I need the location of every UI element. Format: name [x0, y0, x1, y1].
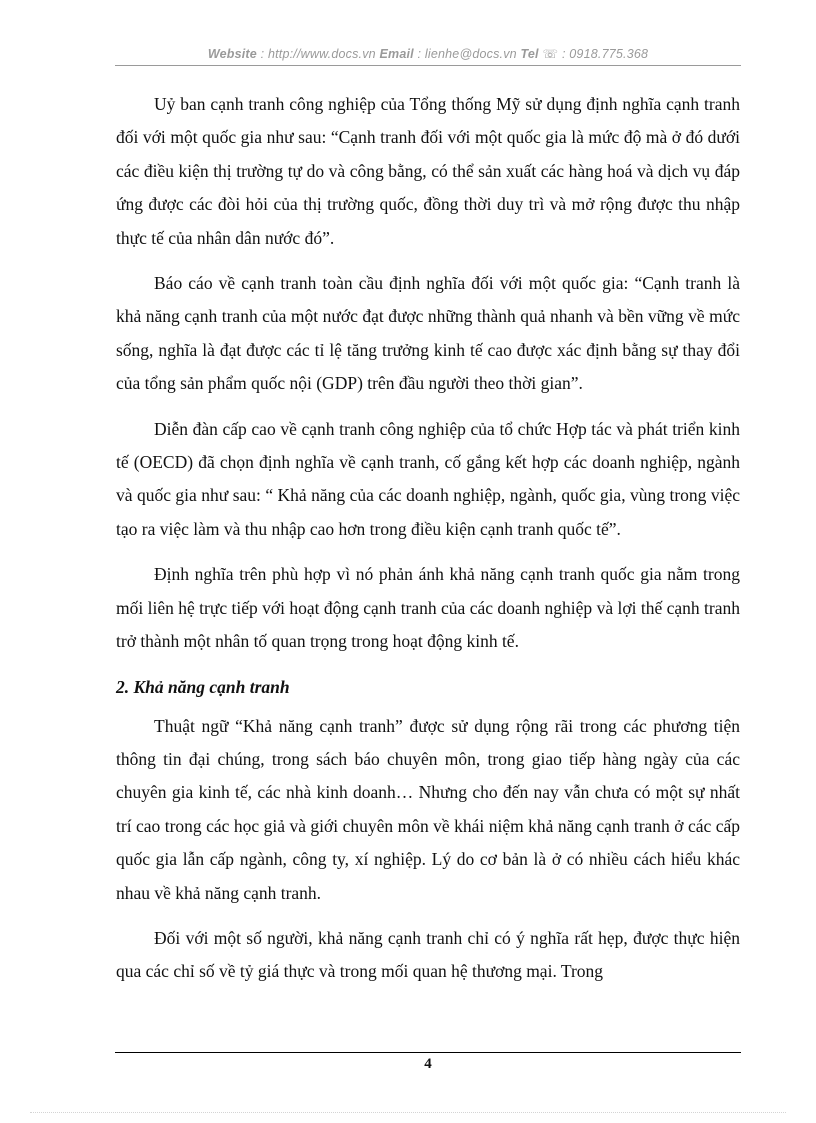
website-label: Website	[207, 47, 257, 61]
paragraph-4: Định nghĩa trên phù hợp vì nó phản ánh khả năng cạnh tranh quốc gia nằm trong mối liên hệ trực tiếp với hoạt động cạnh tranh của các doanh nghiệp và lợi thế cạnh tranh trở thành một nhân tố quan trọng trong hoạt động kinh tế.	[116, 564, 740, 652]
paragraph-6: Đối với một số người, khả năng cạnh tranh chỉ có ý nghĩa rất hẹp, được thực hiện qua các chỉ số về tỷ giá thực và trong mối quan hệ thương mại. Trong	[116, 927, 740, 982]
page-header	[115, 46, 741, 61]
footer-divider	[115, 1052, 741, 1053]
page-bottom-border	[30, 1112, 786, 1113]
paragraph-1: Uỷ ban cạnh tranh công nghiệp của Tổng thống Mỹ sử dụng định nghĩa cạnh tranh đối với một quốc gia như sau: “Cạnh tranh đối với một quốc gia là mức độ mà ở đó dưới các điều kiện thị trường tự do và công bằng, có thể sản xuất các hàng hoá và dịch vụ đáp ứng được các đòi hỏi của thị trường quốc, đồng thời duy trì và mở rộng được thu nhập thực tế của nhân dân nước đó”.	[116, 94, 740, 248]
paragraph-2: Báo cáo về cạnh tranh toàn cầu định nghĩa đối với một quốc gia: “Cạnh tranh là khả năng cạnh tranh của một nước đạt được những thành quả nhanh và bền vững về mức sống, nghĩa là đạt được các tỉ lệ tăng trưởng kinh tế cao được xác định bằng sự thay đổi của tổng sản phẩm quốc nội (GDP) trên đầu người theo thời gian”.	[116, 273, 740, 394]
document-body	[116, 88, 740, 1001]
email-value: : lienhe@docs.vn	[417, 47, 517, 61]
header-divider	[115, 65, 741, 66]
phone-icon: ☏	[542, 47, 559, 61]
paragraph-3: Diễn đàn cấp cao về cạnh tranh công nghiệp của tổ chức Hợp tác và phát triển kinh tế (OECD) đã chọn định nghĩa về cạnh tranh, cố gắng kết hợp các doanh nghiệp, ngành và quốc gia như sau: “ Khả năng của các doanh nghiệp, ngành, quốc gia, vùng trong việc tạo ra việc làm và thu nhập cao hơn trong điều kiện cạnh tranh quốc tế”.	[116, 418, 740, 539]
page-number: 4	[424, 1056, 432, 1072]
section-heading: 2. Khả năng cạnh tranh	[116, 676, 290, 697]
paragraph-5: Thuật ngữ “Khả năng cạnh tranh” được sử dụng rộng rãi trong các phương tiện thông tin đại chúng, trong sách báo chuyên môn, trong giao tiếp hàng ngày của các chuyên gia kinh tế, các nhà kinh doanh… Nhưng cho đến nay vẫn chưa có một sự nhất trí cao trong các học giả và giới chuyên môn về khái niệm khả năng cạnh tranh ở các cấp quốc gia lẫn cấp ngành, công ty, xí nghiệp. Lý do cơ bản là ở có nhiều cách hiểu khác nhau về khả năng cạnh tranh.	[116, 715, 740, 903]
email-label: Email	[379, 47, 414, 61]
tel-label: Tel	[520, 47, 539, 61]
tel-value: : 0918.775.368	[561, 47, 649, 61]
website-value: : http://www.docs.vn	[260, 47, 376, 61]
